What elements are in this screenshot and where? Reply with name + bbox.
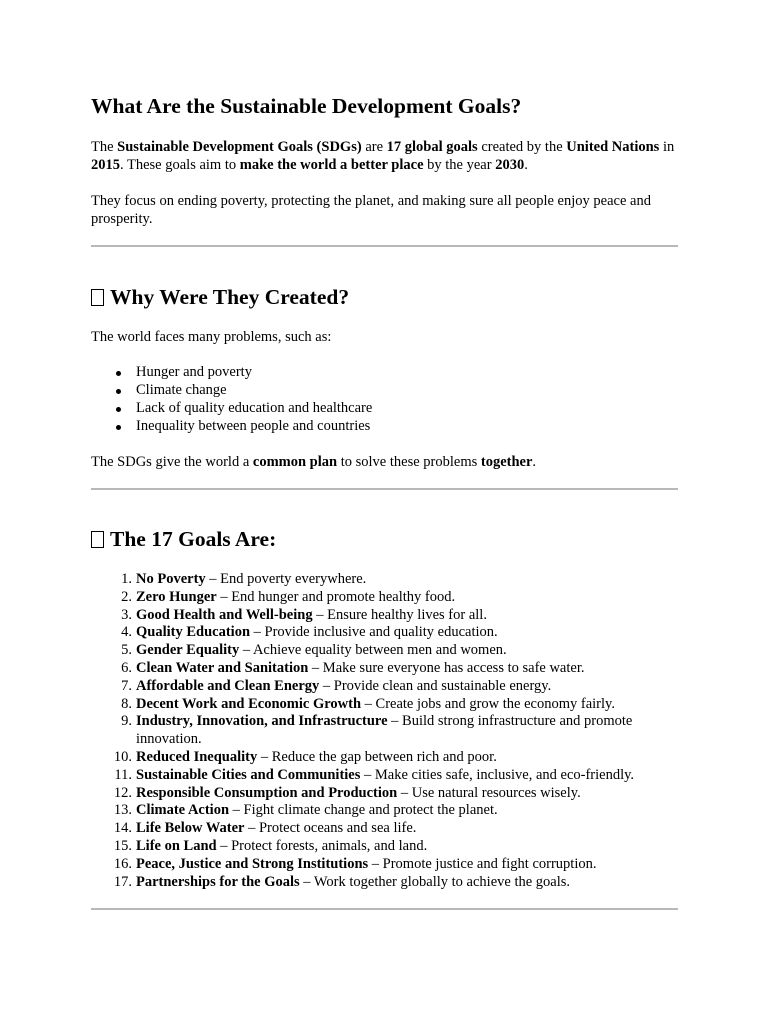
bold-text: United Nations xyxy=(566,139,660,155)
goal-name: Industry, Innovation, and Infrastructure xyxy=(136,713,388,730)
goal-number: 5. xyxy=(121,642,132,659)
missing-glyph-icon xyxy=(91,531,104,548)
goal-description: – Use natural resources wisely. xyxy=(397,784,581,801)
goal-description: – Make cities safe, inclusive, and eco-friendly. xyxy=(360,766,635,783)
goal-item xyxy=(91,785,678,803)
goal-name: Good Health and Well-being xyxy=(136,606,313,623)
goal-item xyxy=(91,713,678,749)
bold-text: 2015 xyxy=(91,157,120,173)
list-item: Lack of quality education and healthcare xyxy=(91,399,372,417)
goal-description: – End hunger and promote healthy food. xyxy=(216,588,456,605)
goal-description: – Provide clean and sustainable energy. xyxy=(319,677,552,694)
list-item: Hunger and poverty xyxy=(91,363,372,381)
goals-list xyxy=(91,571,678,891)
bold-text: 2030 xyxy=(495,157,525,173)
goal-description: – Work together globally to achieve the goals. xyxy=(299,873,571,890)
text-run: . xyxy=(524,157,528,173)
goal-item xyxy=(91,678,678,696)
goal-item xyxy=(91,874,678,892)
goal-number: 11. xyxy=(114,766,132,783)
text-run: by the year xyxy=(423,157,496,173)
why-lead: The world faces many problems, such as: xyxy=(91,329,332,345)
goal-description: – End poverty everywhere. xyxy=(205,571,367,587)
text-run: created by the xyxy=(477,139,567,155)
goal-description: – Protect forests, animals, and land. xyxy=(216,837,428,854)
section-divider-2 xyxy=(91,488,678,490)
goal-item xyxy=(91,607,678,625)
goal-item xyxy=(91,838,678,856)
goal-item xyxy=(91,767,678,785)
why-heading xyxy=(91,284,349,310)
goal-number: 12. xyxy=(113,784,132,801)
goal-number: 1. xyxy=(121,571,132,587)
bold-text: 17 global goals xyxy=(386,139,478,155)
goal-item xyxy=(91,589,678,607)
goal-item xyxy=(91,749,678,767)
goal-number: 14. xyxy=(113,820,132,837)
goal-item xyxy=(91,571,678,589)
goals-heading-text: The 17 Goals Are: xyxy=(110,527,277,551)
why-heading-text: Why Were They Created? xyxy=(110,285,350,309)
goal-name: Responsible Consumption and Production xyxy=(136,784,398,801)
goal-number: 3. xyxy=(121,606,132,623)
text-run: to solve these problems xyxy=(337,454,481,470)
goal-name: Life on Land xyxy=(136,837,217,854)
problem-list xyxy=(91,363,372,435)
goal-number: 2. xyxy=(121,588,132,605)
goal-number: 4. xyxy=(121,624,132,641)
goal-name: Climate Action xyxy=(136,802,230,819)
goal-name: Zero Hunger xyxy=(136,588,217,605)
goal-description: – Ensure healthy lives for all. xyxy=(312,606,487,623)
goal-item xyxy=(91,624,678,642)
text-run: . xyxy=(532,454,537,470)
goal-name: No Poverty xyxy=(136,571,206,587)
goal-number: 8. xyxy=(121,695,132,712)
goal-number: 16. xyxy=(113,855,132,872)
text-run: The xyxy=(91,139,118,155)
goal-name: Life Below Water xyxy=(136,820,245,837)
text-run: The SDGs give the world a xyxy=(91,454,253,470)
text-run: in xyxy=(659,139,675,155)
text-run: . These goals aim to xyxy=(120,157,240,173)
goal-description: – Provide inclusive and quality education. xyxy=(250,624,498,641)
goal-number: 6. xyxy=(121,659,132,676)
why-summary xyxy=(91,453,678,471)
section-divider-3 xyxy=(91,908,678,910)
goal-name: Clean Water and Sanitation xyxy=(136,659,309,676)
intro-paragraph-2: They focus on ending poverty, protecting the planet, and making sure all people enjoy peace and prosperity. xyxy=(91,193,651,227)
goal-number: 15. xyxy=(113,837,132,854)
list-item: Climate change xyxy=(91,381,372,399)
goal-description: – Reduce the gap between rich and poor. xyxy=(257,748,497,765)
goal-name: Gender Equality xyxy=(136,642,240,659)
goal-description: – Protect oceans and sea life. xyxy=(244,820,417,837)
goal-item xyxy=(91,856,678,874)
goal-description: – Create jobs and grow the economy fairly. xyxy=(361,695,615,712)
goal-name: Decent Work and Economic Growth xyxy=(136,695,362,712)
goal-description: – Make sure everyone has access to safe water. xyxy=(308,659,585,676)
goal-item xyxy=(91,802,678,820)
goal-description: – Promote justice and fight corruption. xyxy=(368,855,597,872)
goal-name: Quality Education xyxy=(136,624,251,641)
goal-name: Sustainable Cities and Communities xyxy=(136,766,361,783)
goal-name: Affordable and Clean Energy xyxy=(136,677,320,694)
bold-text: Sustainable Development Goals (SDGs) xyxy=(117,139,362,155)
goal-number: 13. xyxy=(113,802,132,819)
intro-paragraph-1 xyxy=(91,138,678,174)
goal-item xyxy=(91,642,678,660)
bold-text: make the world a better place xyxy=(239,157,424,173)
section-divider-1 xyxy=(91,245,678,247)
goal-number: 7. xyxy=(121,677,132,694)
goal-number: 9. xyxy=(121,713,132,730)
missing-glyph-icon xyxy=(91,289,104,306)
goal-item xyxy=(91,660,678,678)
bold-text: together xyxy=(480,454,533,470)
list-item: Inequality between people and countries xyxy=(91,417,372,435)
goal-name: Reduced Inequality xyxy=(136,748,258,765)
goal-number: 17. xyxy=(113,873,132,890)
goal-item xyxy=(91,820,678,838)
goal-description: – Build strong infrastructure and promote innovation. xyxy=(136,713,633,748)
goal-description: – Achieve equality between men and women. xyxy=(239,642,507,659)
goal-item xyxy=(91,696,678,714)
goals-heading xyxy=(91,526,276,552)
bold-text: common plan xyxy=(252,454,338,470)
page-title: What Are the Sustainable Development Goals? xyxy=(91,94,522,118)
goal-number: 10. xyxy=(113,748,132,765)
goal-name: Partnerships for the Goals xyxy=(136,873,300,890)
goal-name: Peace, Justice and Strong Institutions xyxy=(136,855,369,872)
text-run: are xyxy=(361,139,387,155)
goal-description: – Fight climate change and protect the planet. xyxy=(229,802,498,819)
